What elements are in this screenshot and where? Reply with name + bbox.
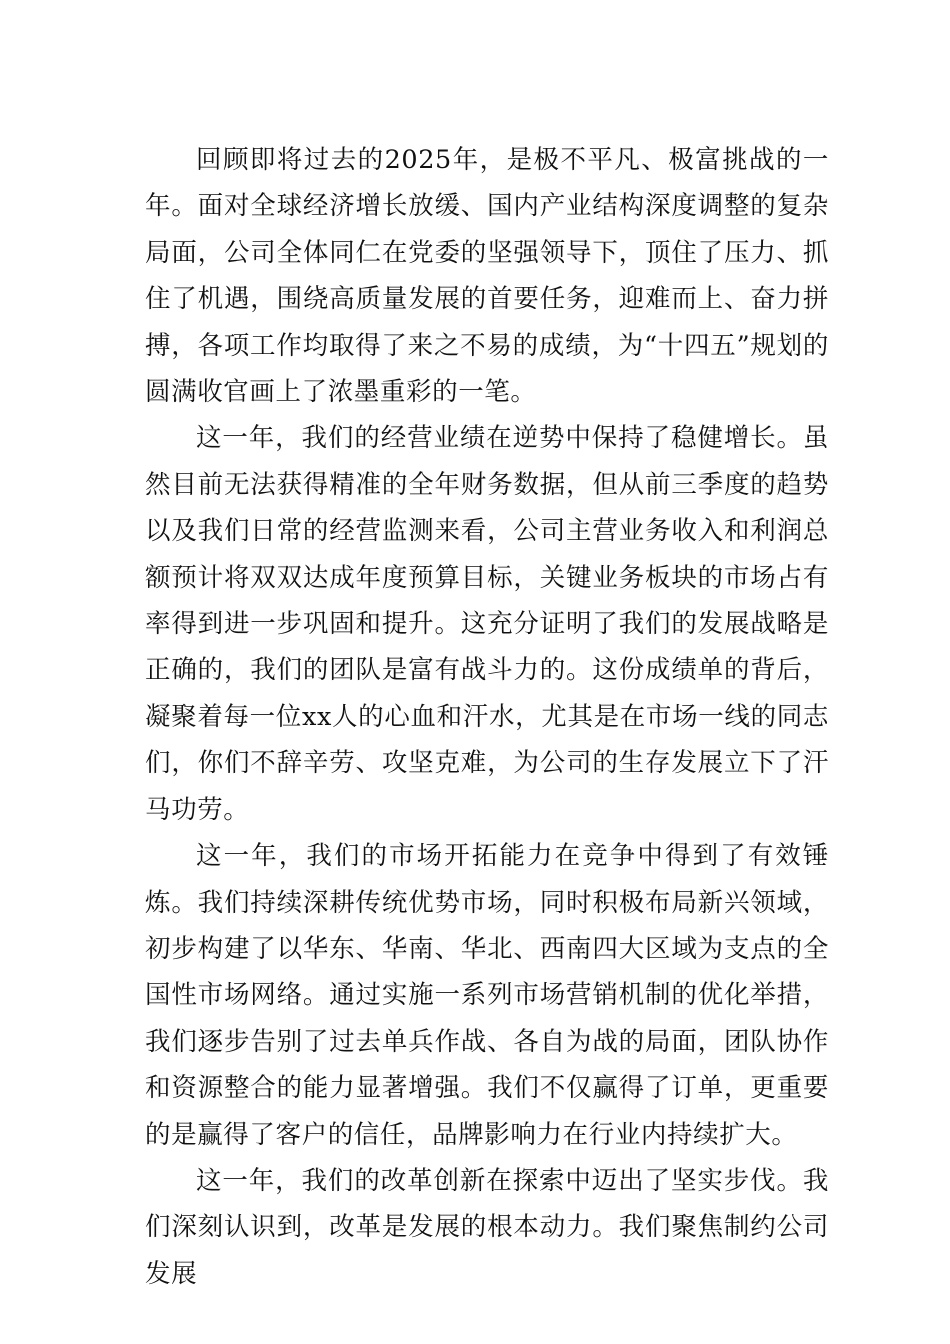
paragraph-market-expansion: 这一年，我们的市场开拓能力在竞争中得到了有效锤炼。我们持续深耕传统优势市场，同时积极布局新兴领域，初步构建了以华东、华南、华北、西南四大区域为支点的全国性市场网络。通过实施一系列市场营销机制的优化举措，我们逐步告别了过去单兵作战、各自为战的局面，团队协作和资源整合的能力显著增强。我们不仅赢得了订单，更重要的是赢得了客户的信任，品牌影响力在行业内持续扩大。	[145, 841, 829, 1150]
paragraph-reform-innovation: 这一年，我们的改革创新在探索中迈出了坚实步伐。我们深刻认识到，改革是发展的根本动力。我们聚焦制约公司发展	[145, 1165, 829, 1289]
document-body	[145, 137, 829, 1297]
paragraph-review-2025: 回顾即将过去的2025年，是极不平凡、极富挑战的一年。面对全球经济增长放缓、国内产业结构深度调整的复杂局面，公司全体同仁在党委的坚强领导下，顶住了压力、抓住了机遇，围绕高质量发展的首要任务，迎难而上、奋力拼搏，各项工作均取得了来之不易的成绩，为“十四五”规划的圆满收官画上了浓墨重彩的一笔。	[145, 145, 829, 408]
paragraph-business-performance: 这一年，我们的经营业绩在逆势中保持了稳健增长。虽然目前无法获得精准的全年财务数据，但从前三季度的趋势以及我们日常的经营监测来看，公司主营业务收入和利润总额预计将双双达成年度预算目标，关键业务板块的市场占有率得到进一步巩固和提升。这充分证明了我们的发展战略是正确的，我们的团队是富有战斗力的。这份成绩单的背后，凝聚着每一位xx人的心血和汗水，尤其是在市场一线的同志们，你们不辞辛劳、攻坚克难，为公司的生存发展立下了汗马功劳。	[145, 423, 829, 825]
